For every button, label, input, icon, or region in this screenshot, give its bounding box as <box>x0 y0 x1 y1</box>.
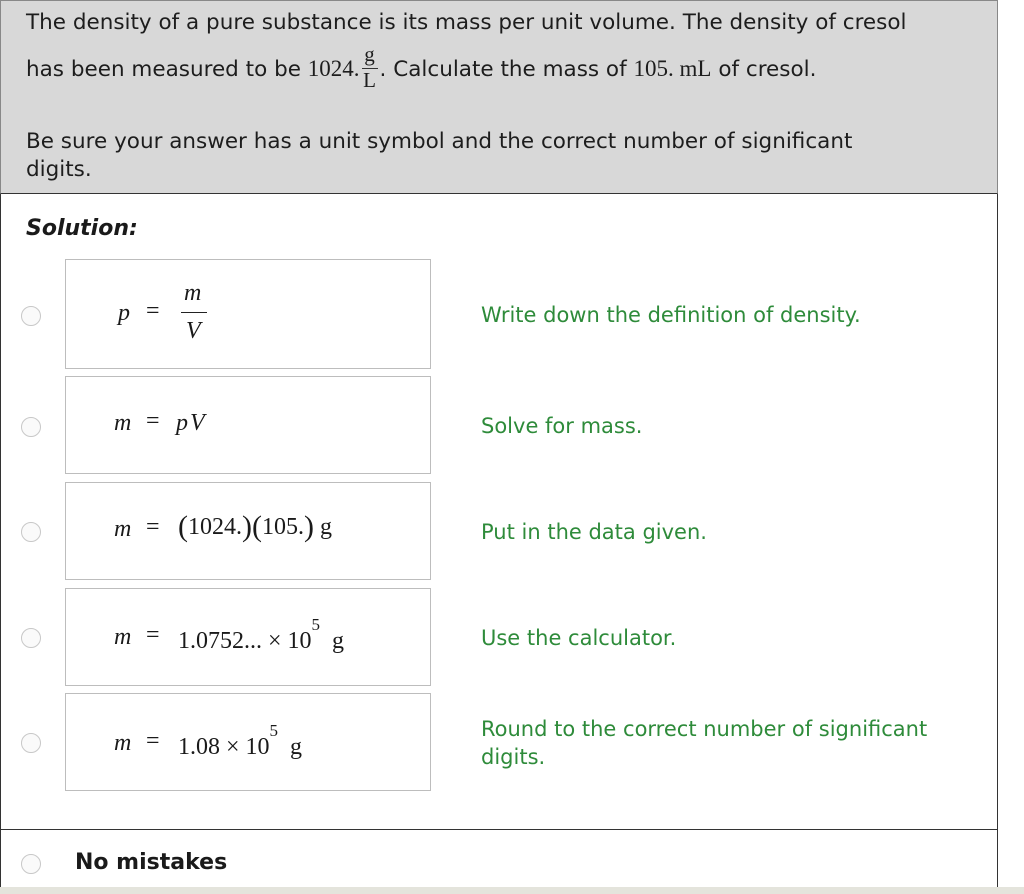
step-3-radio[interactable] <box>21 522 41 542</box>
bottom-scroll-strip <box>0 887 1024 894</box>
eq1-fraction-bar <box>181 312 207 313</box>
eq2-rhs: pV <box>176 410 205 436</box>
solution-title: Solution: <box>26 216 138 241</box>
eq1-numerator: m <box>184 280 202 306</box>
volume-value: 105. mL <box>633 56 712 81</box>
eq4-lhs: m <box>114 624 132 650</box>
question-line-2 <box>26 42 817 94</box>
step-5-note: Round to the correct number of significant digits. <box>481 717 928 769</box>
eq5-equals: = <box>146 728 160 754</box>
eq4-rhs: 1.0752... × $10^5$ g <box>178 615 345 654</box>
instruction-line-1: Be sure your answer has a unit symbol and the correct number of significant <box>26 129 853 154</box>
instruction-line-2: digits. <box>26 157 92 182</box>
eq3-rhs: (1024.)(105.) g <box>178 510 332 543</box>
step-1-note: Write down the definition of density. <box>481 303 861 327</box>
no-mistakes-label[interactable]: No mistakes <box>75 850 228 875</box>
eq5-lhs: m <box>114 730 132 756</box>
question-line-2-prefix: has been measured to be <box>26 57 301 82</box>
eq5-rhs: $1.08 \times 10^5$ g <box>178 721 303 760</box>
unit-denominator: L <box>363 68 376 92</box>
eq1-denominator: V <box>186 318 201 344</box>
step-4-radio[interactable] <box>21 628 41 648</box>
question-line-1: The density of a pure substance is its mass per unit volume. The density of cresol <box>26 10 907 35</box>
density-value: 1024. <box>307 56 360 81</box>
divider <box>0 829 998 830</box>
unit-numerator: g <box>364 42 375 66</box>
question-line-2-suffix: of cresol. <box>718 57 817 82</box>
eq1-lhs: p <box>118 300 130 326</box>
step-2-note: Solve for mass. <box>481 414 643 438</box>
step-5-radio[interactable] <box>21 733 41 753</box>
eq3-lhs: m <box>114 516 132 542</box>
no-mistakes-radio[interactable] <box>21 854 41 874</box>
question-line-2-mid: . Calculate the mass of <box>379 57 627 82</box>
eq4-equals: = <box>146 622 160 648</box>
density-unit-fraction <box>362 43 378 91</box>
eq2-equals: = <box>146 408 160 434</box>
step-3-note: Put in the data given. <box>481 520 707 544</box>
step-1-radio[interactable] <box>21 306 41 326</box>
eq2-lhs: m <box>114 410 132 436</box>
eq1-equals: = <box>146 298 160 324</box>
eq3-equals: = <box>146 514 160 540</box>
step-4-note: Use the calculator. <box>481 626 677 650</box>
step-2-radio[interactable] <box>21 417 41 437</box>
